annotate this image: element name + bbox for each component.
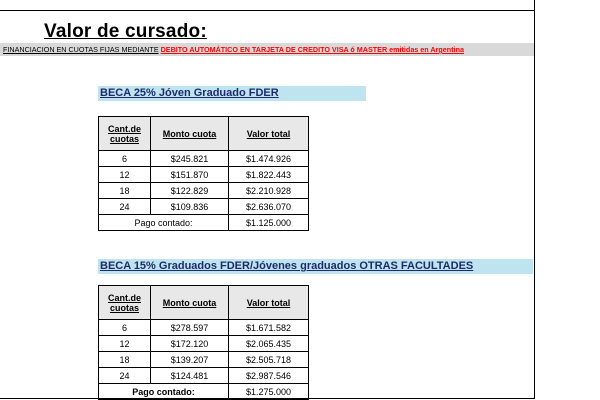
cell-monto: $122.829 [151,183,229,199]
contado-value: $1.125.000 [229,215,309,231]
cell-total: $1.671.582 [229,320,309,336]
cell-total: $2.636.070 [229,199,309,215]
cell-total: $2.065.435 [229,336,309,352]
cell-monto: $245.821 [151,151,229,167]
header-cant-cuotas: Cant.de cuotas [99,117,151,151]
cell-monto: $124.481 [151,368,229,384]
contado-row [99,384,309,400]
beca-25-title-text: BECA 25% Jóven Graduado FDER [100,87,279,99]
page-title: Valor de cursado: [44,21,207,42]
cell-cuotas: 12 [99,167,151,183]
cell-cuotas: 18 [99,183,151,199]
header-cant-cuotas: Cant.de cuotas [99,286,151,320]
beca-25-fee-table [98,116,309,231]
table-row [99,336,309,352]
table-row [99,151,309,167]
cell-total: $1.822.443 [229,167,309,183]
financing-note [0,43,534,56]
beca-15-fee-table [98,285,309,400]
cell-total: $2.210.928 [229,183,309,199]
header-monto-cuota: Monto cuota [151,117,229,151]
cell-monto: $172.120 [151,336,229,352]
financing-note-highlight: DEBITO AUTOMÁTICO EN TARJETA DE CREDITO VISA ó MASTER emitidas en Argentina [160,45,464,54]
cell-monto: $278.597 [151,320,229,336]
contado-label: Pago contado: [99,215,229,231]
table-row [99,320,309,336]
cell-cuotas: 24 [99,199,151,215]
cell-total: $1.474.926 [229,151,309,167]
cell-cuotas: 12 [99,336,151,352]
cell-total: $2.987.546 [229,368,309,384]
contado-value: $1.275.000 [229,384,309,400]
beca-15-title-text: BECA 15% Graduados FDER/Jóvenes graduados OTRAS FACULTADES [100,260,474,272]
header-valor-total: Valor total [229,117,309,151]
table-row [99,199,309,215]
cell-monto: $109.836 [151,199,229,215]
contado-label: Pago contado: [99,384,229,400]
cell-cuotas: 18 [99,352,151,368]
beca-25-title [98,86,366,101]
table-header-row [99,286,309,320]
header-valor-total: Valor total [229,286,309,320]
cell-cuotas: 6 [99,151,151,167]
cell-monto: $139.207 [151,352,229,368]
cell-cuotas: 6 [99,320,151,336]
header-monto-cuota: Monto cuota [151,286,229,320]
cell-cuotas: 24 [99,368,151,384]
contado-row [99,215,309,231]
beca-15-title [98,259,533,274]
table-row [99,167,309,183]
table-row [99,368,309,384]
table-header-row [99,117,309,151]
table-row [99,352,309,368]
table-row [99,183,309,199]
financing-note-prefix: FINANCIACION EN CUOTAS FIJAS MEDIANTE [3,45,159,54]
cell-monto: $151.870 [151,167,229,183]
cell-total: $2.505.718 [229,352,309,368]
